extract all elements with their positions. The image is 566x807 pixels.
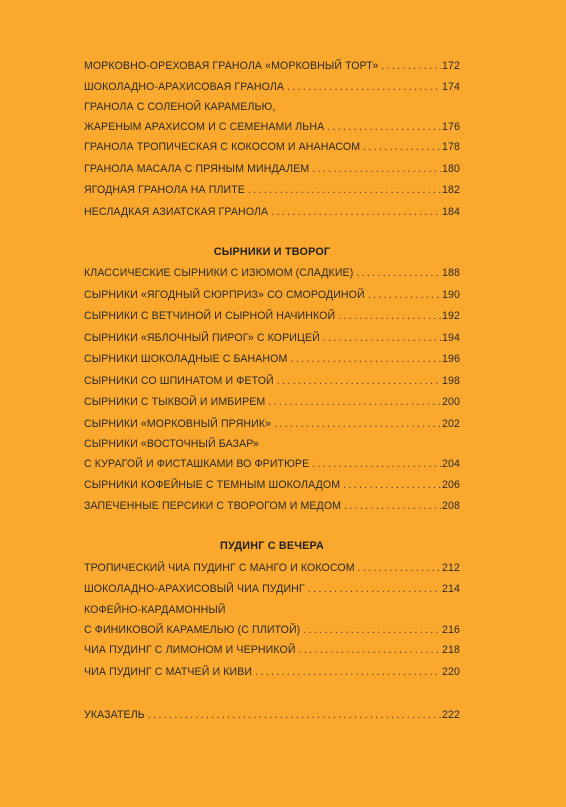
toc-entry-choc-peanut-granola[interactable]	[84, 80, 460, 94]
toc-entry-page: 180	[442, 163, 460, 175]
toc-entry-title: КЛАССИЧЕСКИЕ СЫРНИКИ С ИЗЮМОМ (СЛАДКИЕ)	[84, 267, 354, 279]
toc-entry-salted-caramel-granola[interactable]	[84, 100, 460, 134]
toc-entry-title: ГРАНОЛА МАСАЛА С ПРЯНЫМ МИНДАЛЕМ	[84, 163, 310, 175]
toc-entry-title: ТРОПИЧЕСКИЙ ЧИА ПУДИНГ С МАНГО И КОКОСОМ	[84, 562, 355, 574]
toc-entry-index[interactable]	[84, 708, 460, 722]
toc-entry-spinach-syrniki[interactable]	[84, 374, 460, 388]
toc-entry-page: 174	[442, 81, 460, 93]
toc-entry-oriental-syrniki[interactable]	[84, 437, 460, 471]
toc-entry-lemon-blueberry-chia[interactable]	[84, 643, 460, 657]
toc-entry-title: СЫРНИКИ ШОКОЛАДНЫЕ С БАНАНОМ	[84, 353, 288, 365]
toc-entry-ham-syrniki[interactable]	[84, 309, 460, 323]
leader-dots	[312, 457, 441, 471]
toc-entry-masala-granola[interactable]	[84, 162, 460, 176]
leader-dots	[344, 499, 441, 513]
toc-entry-choc-peanut-chia[interactable]	[84, 582, 460, 596]
leader-dots	[343, 478, 441, 492]
toc-entry-pumpkin-syrniki[interactable]	[84, 395, 460, 409]
toc-entry-title: ШОКОЛАДНО-АРАХИСОВАЯ ГРАНОЛА	[84, 81, 285, 93]
toc-entry-page: 172	[442, 60, 460, 72]
toc-entry-apple-syrniki[interactable]	[84, 331, 460, 345]
leader-dots	[356, 266, 441, 280]
toc-entry-page: 222	[442, 709, 460, 721]
leader-dots	[381, 59, 441, 73]
leader-dots	[308, 582, 441, 596]
section-heading-syrniki: СЫРНИКИ И ТВОРОГ	[213, 246, 331, 258]
toc-entry-page: 202	[442, 418, 460, 430]
toc-entry-lead: КОФЕЙНО-КАРДАМОННЫЙ	[84, 604, 226, 616]
leader-dots	[358, 561, 441, 575]
leader-dots	[148, 708, 441, 722]
toc-entry-title: СЫРНИКИ СО ШПИНАТОМ И ФЕТОЙ	[84, 375, 274, 387]
toc-entry-page: 204	[442, 458, 460, 470]
toc-entry-title: ЯГОДНАЯ ГРАНОЛА НА ПЛИТЕ	[84, 184, 245, 196]
toc-entry-title: СЫРНИКИ «ЯГОДНЫЙ СЮРПРИЗ» СО СМОРОДИНОЙ	[84, 289, 365, 301]
toc-entry-title: С ФИНИКОВОЙ КАРАМЕЛЬЮ (С ПЛИТОЙ)	[84, 624, 301, 636]
toc-entry-page: 184	[442, 206, 460, 218]
leader-dots	[327, 120, 441, 134]
leader-dots	[299, 643, 441, 657]
leader-dots	[368, 288, 441, 302]
toc-entry-page: 220	[442, 666, 460, 678]
leader-dots	[363, 140, 441, 154]
leader-dots	[290, 352, 441, 366]
toc-entry-title: СЫРНИКИ КОФЕЙНЫЕ С ТЕМНЫМ ШОКОЛАДОМ	[84, 479, 341, 491]
toc-entry-title: УКАЗАТЕЛЬ	[84, 709, 145, 721]
toc-entry-page: 216	[442, 624, 460, 636]
toc-entry-title: С КУРАГОЙ И ФИСТАШКАМИ ВО ФРИТЮРЕ	[84, 458, 310, 470]
toc-entry-title: ГРАНОЛА ТРОПИЧЕСКАЯ С КОКОСОМ И АНАНАСОМ	[84, 141, 361, 153]
toc-entry-title: ЗАПЕЧЕННЫЕ ПЕРСИКИ С ТВОРОГОМ И МЕДОМ	[84, 500, 342, 512]
toc-entry-tropical-granola[interactable]	[84, 140, 460, 154]
toc-entry-page: 190	[442, 289, 460, 301]
toc-entry-page: 218	[442, 644, 460, 656]
toc-entry-page: 200	[442, 396, 460, 408]
toc-entry-title: СЫРНИКИ С ТЫКВОЙ И ИМБИРЕМ	[84, 396, 266, 408]
leader-dots	[248, 183, 441, 197]
toc-entry-berry-syrniki[interactable]	[84, 288, 460, 302]
toc-entry-title: НЕСЛАДКАЯ АЗИАТСКАЯ ГРАНОЛА	[84, 206, 269, 218]
toc-entry-page: 206	[442, 479, 460, 491]
toc-entry-page: 176	[442, 121, 460, 133]
toc-entry-coffee-cardamom-chia[interactable]	[84, 603, 460, 637]
leader-dots	[268, 395, 441, 409]
toc-entry-classic-syrniki[interactable]	[84, 266, 460, 280]
toc-entry-title: МОРКОВНО-ОРЕХОВАЯ ГРАНОЛА «МОРКОВНЫЙ ТОРТ»	[84, 60, 379, 72]
toc-entry-page: 194	[442, 332, 460, 344]
toc-entry-carrot-walnut-granola[interactable]	[84, 59, 460, 73]
table-of-contents	[84, 0, 460, 807]
toc-entry-title: ЧИА ПУДИНГ С МАТЧЕЙ И КИВИ	[84, 666, 253, 678]
toc-entry-page: 212	[442, 562, 460, 574]
leader-dots	[277, 374, 441, 388]
toc-entry-page: 192	[442, 310, 460, 322]
toc-entry-page: 188	[442, 267, 460, 279]
section-heading-pudding: ПУДИНГ С ВЕЧЕРА	[220, 540, 324, 552]
toc-entry-lead: СЫРНИКИ «ВОСТОЧНЫЙ БАЗАР»	[84, 438, 259, 450]
toc-entry-page: 198	[442, 375, 460, 387]
leader-dots	[323, 331, 441, 345]
toc-entry-title: ЧИА ПУДИНГ С ЛИМОНОМ И ЧЕРНИКОЙ	[84, 644, 296, 656]
toc-entry-tropical-chia[interactable]	[84, 561, 460, 575]
leader-dots	[312, 162, 441, 176]
leader-dots	[338, 309, 441, 323]
toc-entry-matcha-kiwi-chia[interactable]	[84, 665, 460, 679]
toc-entry-page: 208	[442, 500, 460, 512]
toc-entry-title: СЫРНИКИ «ЯБЛОЧНЫЙ ПИРОГ» С КОРИЦЕЙ	[84, 332, 320, 344]
leader-dots	[303, 623, 441, 637]
toc-entry-lead: ГРАНОЛА С СОЛЕНОЙ КАРАМЕЛЬЮ,	[84, 101, 276, 113]
toc-entry-asian-granola[interactable]	[84, 205, 460, 219]
toc-entry-page: 178	[442, 141, 460, 153]
leader-dots	[274, 417, 441, 431]
toc-entry-baked-peaches[interactable]	[84, 499, 460, 513]
toc-entry-title: СЫРНИКИ «МОРКОВНЫЙ ПРЯНИК»	[84, 418, 272, 430]
leader-dots	[287, 80, 441, 94]
leader-dots	[255, 665, 441, 679]
toc-entry-berry-granola[interactable]	[84, 183, 460, 197]
toc-entry-carrot-syrniki[interactable]	[84, 417, 460, 431]
toc-entry-title: ШОКОЛАДНО-АРАХИСОВЫЙ ЧИА ПУДИНГ	[84, 583, 305, 595]
toc-entry-title: ЖАРЕНЫМ АРАХИСОМ И С СЕМЕНАМИ ЛЬНА	[84, 121, 325, 133]
toc-entry-title: СЫРНИКИ С ВЕТЧИНОЙ И СЫРНОЙ НАЧИНКОЙ	[84, 310, 336, 322]
toc-entry-coffee-syrniki[interactable]	[84, 478, 460, 492]
toc-entry-page: 214	[442, 583, 460, 595]
toc-entry-page: 182	[442, 184, 460, 196]
leader-dots	[271, 205, 441, 219]
toc-entry-page: 196	[442, 353, 460, 365]
toc-entry-chocolate-syrniki[interactable]	[84, 352, 460, 366]
